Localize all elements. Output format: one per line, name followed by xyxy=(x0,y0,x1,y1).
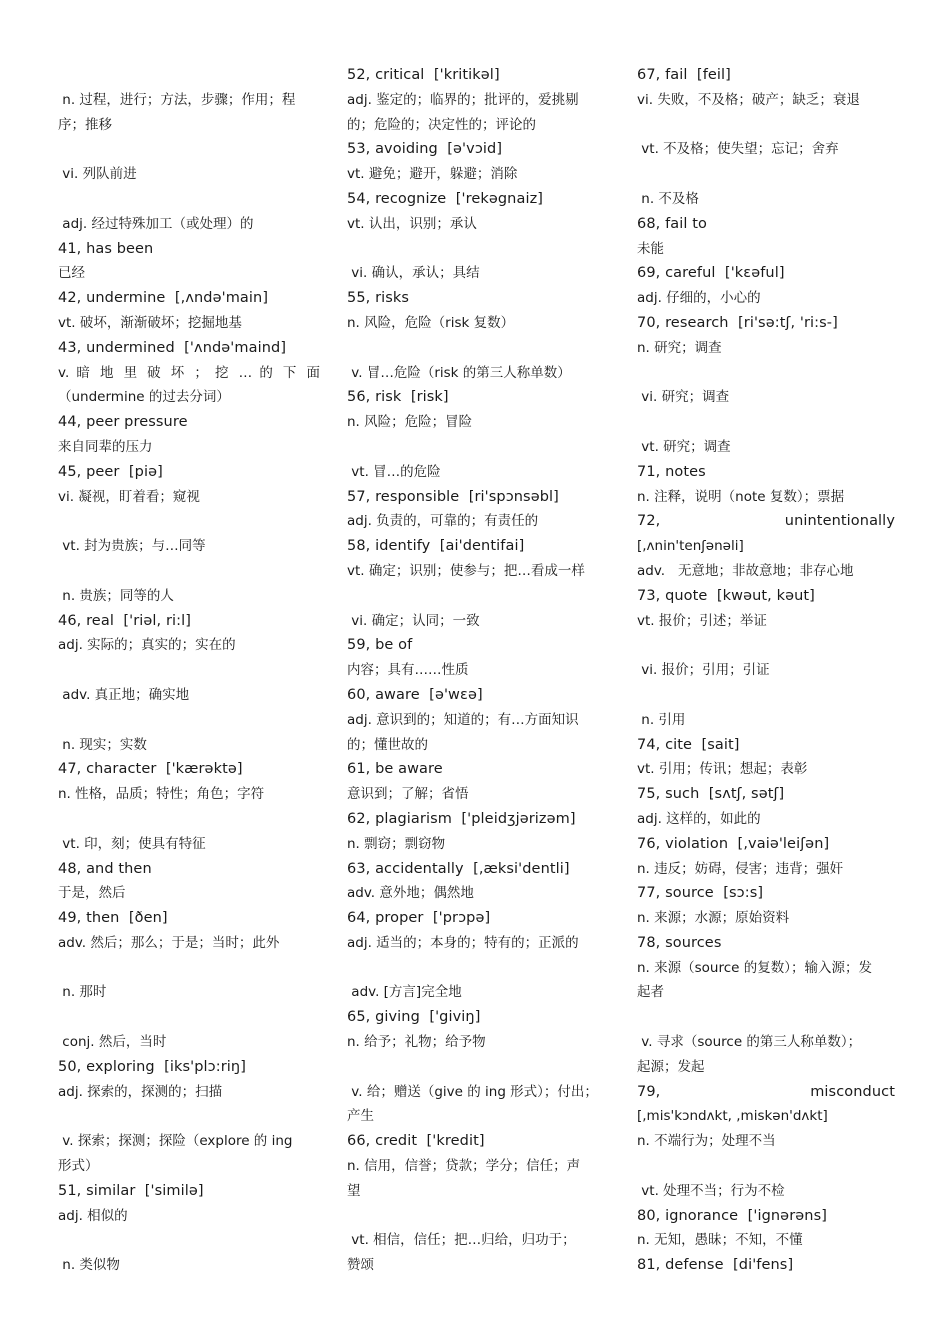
column-middle xyxy=(347,63,609,1278)
definition-line: adj. 意识到的；知道的；有…方面知识 xyxy=(347,711,579,728)
definition-line: n. 注释，说明（note 复数）；票据 xyxy=(637,488,845,505)
definition-line: 已经 xyxy=(58,265,85,282)
vocab-headword: 69, careful ['kɛəful] xyxy=(637,265,785,282)
vocab-headword: 78, sources xyxy=(637,934,722,951)
definition-line: 的；懂世故的 xyxy=(347,736,428,753)
definition-line: （undermine 的过去分词） xyxy=(58,389,230,406)
definition-line: vi. 失败，不及格；破产；缺乏；衰退 xyxy=(637,91,860,108)
vocab-headword: 60, aware [ə'wɛə] xyxy=(347,686,483,703)
definition-line: v. 寻求（source 的第三人称单数）； xyxy=(637,1034,862,1051)
definition-line: vt. 封为贵族；与…同等 xyxy=(58,538,206,555)
definition-line: vi. 凝视，盯着看；窥视 xyxy=(58,488,200,505)
blank-line xyxy=(347,584,609,609)
blank-line xyxy=(58,807,320,832)
definition-line: vt. 报价；引述；举证 xyxy=(637,612,767,629)
blank-line xyxy=(637,410,895,435)
definition-line: 起者 xyxy=(637,984,664,1001)
definition-line: adv. 真正地；确实地 xyxy=(58,686,190,703)
definition-line: vt. 处理不当；行为不检 xyxy=(637,1182,785,1199)
definition-line: vt. 冒…的危险 xyxy=(347,463,441,480)
definition-line: n. 无知，愚昧；不知，不懂 xyxy=(637,1232,803,1249)
blank-line xyxy=(58,658,320,683)
definition-line: n. 风险，危险（risk 复数） xyxy=(347,314,515,331)
vocab-headword: 53, avoiding [ə'vɔid] xyxy=(347,141,503,158)
definition-line: adj. 适当的；本身的；特有的；正派的 xyxy=(347,934,579,951)
vocab-headword: 48, and then xyxy=(58,860,152,877)
vocab-headword: 44, peer pressure xyxy=(58,414,188,431)
definition-line: 内容；具有……性质 xyxy=(347,662,469,679)
definition-line: vt. 印，刻；使具有特征 xyxy=(58,835,206,852)
vocab-headword: 47, character ['kærəktə] xyxy=(58,761,243,778)
definition-line: [,mis'kɔndʌkt, ,miskən'dʌkt] xyxy=(637,1108,828,1125)
definition-line: vi. 研究；调查 xyxy=(637,389,730,406)
blank-line xyxy=(347,237,609,262)
definition-line: 产生 xyxy=(347,1108,374,1125)
blank-line xyxy=(347,336,609,361)
vocab-headword: 75, such [sʌtʃ, sətʃ] xyxy=(637,786,785,803)
definition-line: adv. 意外地；偶然地 xyxy=(347,885,474,902)
definition-line: adj. 相似的 xyxy=(58,1207,128,1224)
vocab-headword: 51, similar ['similə] xyxy=(58,1182,204,1199)
column-left xyxy=(58,63,320,1278)
definition-line: v. 暗 地 里 破 坏 ； 挖 … 的 下 面 xyxy=(58,364,320,381)
definition-line: n. 过程，进行；方法，步骤；作用；程 xyxy=(58,91,296,108)
definition-line: adj. 仔细的，小心的 xyxy=(637,290,761,307)
definition-line: vt. 研究；调查 xyxy=(637,438,731,455)
blank-line xyxy=(637,113,895,138)
vocab-headword: 70, research [ri'sə:tʃ, 'ri:s-] xyxy=(637,314,838,331)
blank-line xyxy=(58,956,320,981)
definition-line: n. 那时 xyxy=(58,984,107,1001)
definition-line: 的；危险的；决定性的；评论的 xyxy=(347,116,536,133)
vocab-headword: 63, accidentally [,æksi'dentli] xyxy=(347,860,570,877)
definition-line: adv. 然后；那么；于是；当时；此外 xyxy=(58,934,280,951)
blank-line xyxy=(58,708,320,733)
vocab-headword: 43, undermined ['ʌndə'maind] xyxy=(58,339,287,356)
definition-line: 形式） xyxy=(58,1158,99,1175)
blank-line xyxy=(58,509,320,534)
blank-line xyxy=(637,1005,895,1030)
vocab-headword: 61, be aware xyxy=(347,761,443,778)
definition-line: adj. 实际的；真实的；实在的 xyxy=(58,637,236,654)
blank-line xyxy=(58,1104,320,1129)
vocab-headword: 74, cite [sait] xyxy=(637,736,740,753)
vocab-headword: 54, recognize ['rekəgnaiz] xyxy=(347,190,544,207)
definition-line: n. 信用，信誉；贷款；学分；信任；声 xyxy=(347,1158,581,1175)
vocab-headword: 77, source [sɔ:s] xyxy=(637,885,764,902)
vocab-headword: 55, risks xyxy=(347,290,410,307)
definition-line: 望 xyxy=(347,1182,361,1199)
definition-line: adj. 探索的，探测的；扫描 xyxy=(58,1083,223,1100)
vocab-headword: 72, unintentionally xyxy=(637,513,895,530)
vocab-headword: 67, fail [feil] xyxy=(637,67,731,83)
definition-line: 序；推移 xyxy=(58,116,112,133)
definition-line: adv. [方言]完全地 xyxy=(347,984,462,1001)
blank-line xyxy=(58,559,320,584)
blank-line xyxy=(637,361,895,386)
blank-line xyxy=(637,162,895,187)
vocab-headword: 57, responsible [ri'spɔnsəbl] xyxy=(347,488,559,505)
definition-line: v. 给；赠送（give 的 ing 形式）；付出； xyxy=(347,1083,598,1100)
definition-line: adj. 这样的，如此的 xyxy=(637,810,761,827)
vocab-headword: 62, plagiarism ['pleidʒjərizəm] xyxy=(347,810,576,827)
vocab-headword: 41, has been xyxy=(58,240,154,257)
definition-line: n. 来源；水源；原始资料 xyxy=(637,910,790,927)
definition-line: [,ʌnin'tenʃənəli] xyxy=(637,538,744,555)
definition-line: vt. 认出，识别；承认 xyxy=(347,215,477,232)
definition-line: vi. 报价；引用；引证 xyxy=(637,662,770,679)
definition-line: n. 现实；实数 xyxy=(58,736,147,753)
vocab-headword: 71, notes xyxy=(637,463,706,480)
definition-line: 未能 xyxy=(637,240,664,257)
definition-line: n. 研究；调查 xyxy=(637,339,722,356)
vocab-headword: 80, ignorance ['ignərəns] xyxy=(637,1207,827,1224)
definition-line: vt. 相信，信任；把…归给，归功于； xyxy=(347,1232,576,1249)
definition-line: vi. 确认，承认；具结 xyxy=(347,265,480,282)
blank-line xyxy=(637,633,895,658)
vocab-headword: 64, proper ['prɔpə] xyxy=(347,910,491,927)
vocab-headword: 68, fail to xyxy=(637,215,707,232)
vocab-headword: 79, misconduct xyxy=(637,1083,895,1100)
blank-line xyxy=(347,1055,609,1080)
definition-line: n. 引用 xyxy=(637,711,686,728)
definition-line: n. 贵族；同等的人 xyxy=(58,587,174,604)
definition-line: vt. 确定；识别；使参与；把…看成一样 xyxy=(347,562,585,579)
blank-line xyxy=(58,187,320,212)
vocab-headword: 73, quote [kwəut, kəut] xyxy=(637,587,815,604)
blank-line xyxy=(637,1154,895,1179)
blank-line xyxy=(637,683,895,708)
definition-line: vi. 列队前进 xyxy=(58,166,137,183)
definition-line: adj. 鉴定的；临界的；批评的，爱挑剔 xyxy=(347,91,579,108)
definition-line: n. 给予；礼物；给予物 xyxy=(347,1034,486,1051)
definition-line: n. 剽窃；剽窃物 xyxy=(347,835,446,852)
definition-line: v. 探索；探测；探险（explore 的 ing xyxy=(58,1133,293,1150)
definition-line: 起源；发起 xyxy=(637,1058,705,1075)
vocab-headword: 81, defense [di'fens] xyxy=(637,1257,794,1274)
vocab-headword: 49, then [ðen] xyxy=(58,910,168,927)
definition-line: n. 不及格 xyxy=(637,190,699,207)
definition-line: 意识到；了解；省悟 xyxy=(347,786,469,803)
definition-line: vt. 避免；避开，躲避；消除 xyxy=(347,166,518,183)
vocab-headword: 66, credit ['kredit] xyxy=(347,1133,485,1150)
definition-line: vt. 不及格；使失望；忘记；舍弃 xyxy=(637,141,839,158)
definition-line: conj. 然后，当时 xyxy=(58,1034,167,1051)
blank-line xyxy=(347,956,609,981)
blank-line xyxy=(58,1228,320,1253)
vocab-headword: 65, giving ['giviŋ] xyxy=(347,1009,481,1026)
vocab-headword: 52, critical ['kritikəl] xyxy=(347,67,500,83)
definition-line: 来自同辈的压力 xyxy=(58,438,153,455)
definition-line: vt. 引用；传讯；想起；表彰 xyxy=(637,761,808,778)
definition-line: 于是，然后 xyxy=(58,885,126,902)
definition-line: n. 违反；妨碍，侵害；违背；强奸 xyxy=(637,860,844,877)
vocab-headword: 56, risk [risk] xyxy=(347,389,449,406)
definition-line: n. 类似物 xyxy=(58,1257,120,1274)
definition-line: n. 性格，品质；特性；角色；字符 xyxy=(58,786,265,803)
definition-line: adj. 负责的，可靠的；有责任的 xyxy=(347,513,539,530)
vocab-headword: 50, exploring [iks'plɔ:riŋ] xyxy=(58,1058,246,1075)
vocab-headword: 76, violation [,vaiə'leiʃən] xyxy=(637,835,830,852)
vocab-headword: 58, identify [ai'dentifai] xyxy=(347,538,525,555)
blank-line xyxy=(58,137,320,162)
definition-line: adv. 无意地；非故意地；非存心地 xyxy=(637,562,854,579)
definition-line: v. 冒…危险（risk 的第三人称单数） xyxy=(347,364,571,381)
definition-line: n. 不端行为；处理不当 xyxy=(637,1133,776,1150)
definition-line: n. 来源（source 的复数）；输入源；发 xyxy=(637,959,873,976)
definition-line: adj. 经过特殊加工（或处理）的 xyxy=(58,215,254,232)
blank-line xyxy=(58,63,320,88)
blank-line xyxy=(347,435,609,460)
definition-line: n. 风险；危险；冒险 xyxy=(347,414,473,431)
blank-line xyxy=(347,1204,609,1229)
definition-line: 赞颂 xyxy=(347,1257,374,1274)
definition-line: vt. 破坏，渐渐破坏；挖掘地基 xyxy=(58,314,242,331)
definition-line: vi. 确定；认同；一致 xyxy=(347,612,480,629)
vocab-headword: 42, undermine [,ʌndə'main] xyxy=(58,290,269,307)
vocab-headword: 59, be of xyxy=(347,637,413,654)
vocab-headword: 46, real ['riəl, ri:l] xyxy=(58,612,192,629)
vocab-headword: 45, peer [piə] xyxy=(58,463,163,480)
column-right xyxy=(637,63,895,1278)
blank-line xyxy=(58,1005,320,1030)
